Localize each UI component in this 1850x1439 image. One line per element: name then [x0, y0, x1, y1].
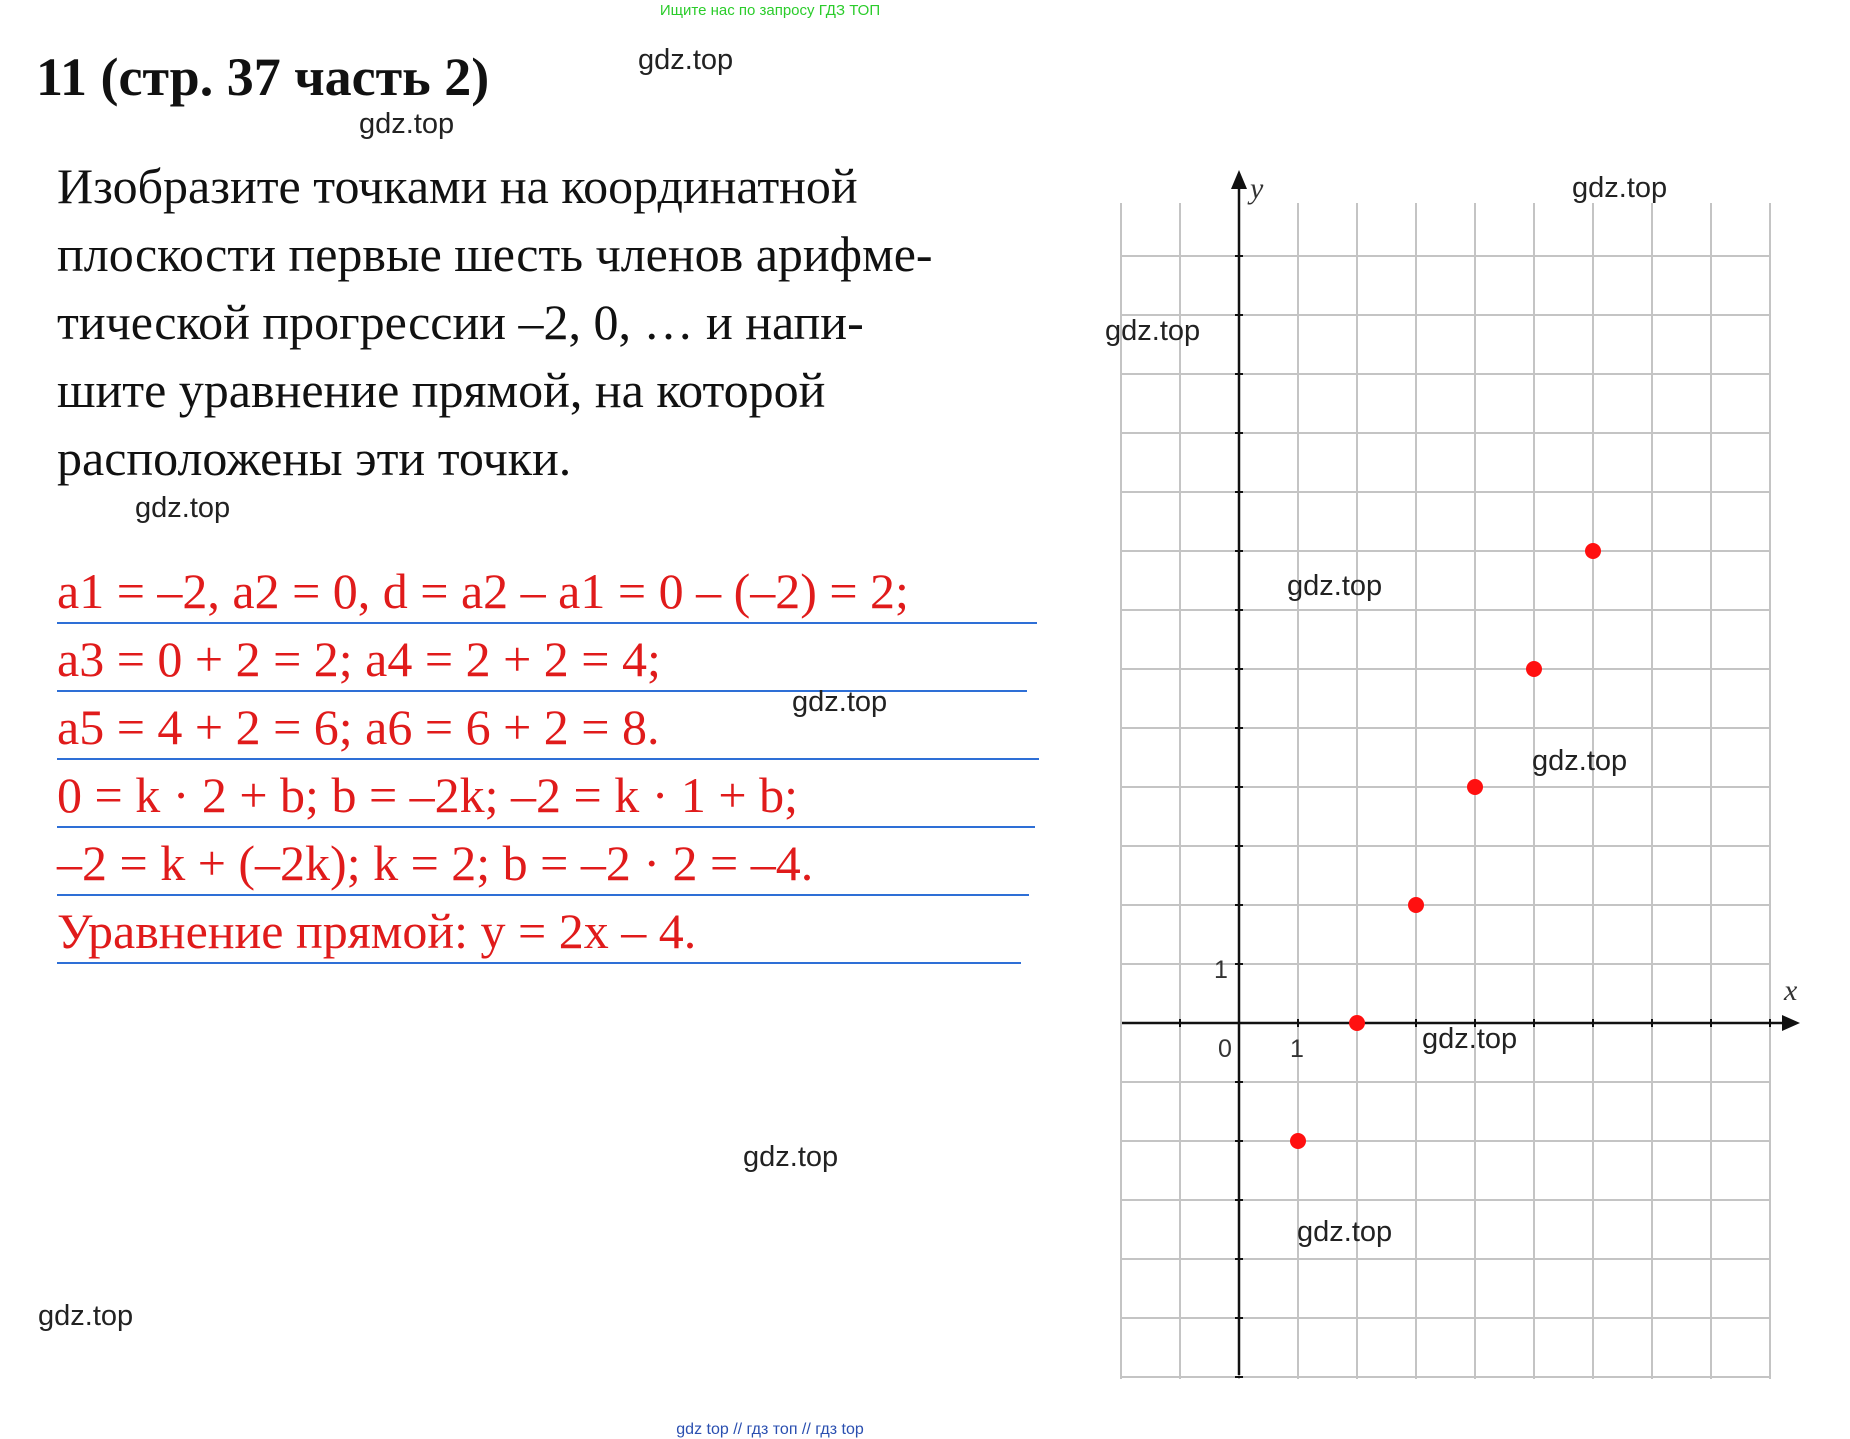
- data-point: [1526, 661, 1542, 677]
- data-point: [1349, 1015, 1365, 1031]
- data-point: [1585, 543, 1601, 559]
- problem-line: расположены эти точки.: [57, 430, 572, 486]
- watermark: gdz.top: [1422, 1023, 1518, 1055]
- top-banner: Ищите нас по запросу ГДЗ ТОП: [659, 2, 881, 19]
- footer-links: gdz top // гдз топ // гдз top: [676, 1421, 864, 1438]
- watermark: gdz.top: [1297, 1216, 1393, 1248]
- x-tick-label: 1: [1290, 1035, 1304, 1063]
- axes: [1122, 170, 1800, 1375]
- watermark: gdz.top: [359, 108, 455, 140]
- solution-text: 0 = k · 2 + b; b = –2k; –2 = k · 1 + b;: [57, 767, 798, 823]
- problem-line: плоскости первые шесть членов арифме-: [57, 226, 933, 282]
- data-point: [1290, 1133, 1306, 1149]
- y-tick-label: 1: [1214, 956, 1228, 984]
- solution-text: Уравнение прямой: y = 2x – 4.: [57, 903, 697, 959]
- watermark: gdz.top: [1532, 745, 1628, 777]
- solution-text: a3 = 0 + 2 = 2; a4 = 2 + 2 = 4;: [57, 631, 661, 687]
- grid: [1121, 203, 1771, 1379]
- problem-line: Изобразите точками на координатной: [57, 158, 858, 214]
- watermark: gdz.top: [792, 686, 888, 718]
- problem-line: тической прогрессии –2, 0, … и напи-: [57, 294, 864, 350]
- watermark: gdz.top: [1572, 172, 1668, 204]
- watermark: gdz.top: [1105, 315, 1201, 347]
- y-axis-label: y: [1250, 172, 1264, 205]
- watermark: gdz.top: [135, 492, 231, 524]
- data-point: [1408, 897, 1424, 913]
- solution-text: a1 = –2, a2 = 0, d = a2 – a1 = 0 – (–2) = 2;: [57, 563, 909, 619]
- watermark: gdz.top: [38, 1300, 134, 1332]
- x-axis-label: x: [1784, 974, 1798, 1007]
- problem-line: шите уравнение прямой, на которой: [57, 362, 826, 418]
- origin-label: 0: [1218, 1035, 1232, 1063]
- page-title: 11 (стр. 37 часть 2): [36, 47, 490, 107]
- solution-text: a5 = 4 + 2 = 6; a6 = 6 + 2 = 8.: [57, 699, 660, 755]
- watermark: gdz.top: [638, 44, 734, 76]
- y-axis-arrow: [1231, 170, 1247, 189]
- x-axis-arrow: [1782, 1015, 1800, 1031]
- watermark: gdz.top: [743, 1141, 839, 1173]
- data-point: [1467, 779, 1483, 795]
- solution-text: –2 = k + (–2k); k = 2; b = –2 · 2 = –4.: [57, 835, 814, 891]
- watermark: gdz.top: [1287, 570, 1383, 602]
